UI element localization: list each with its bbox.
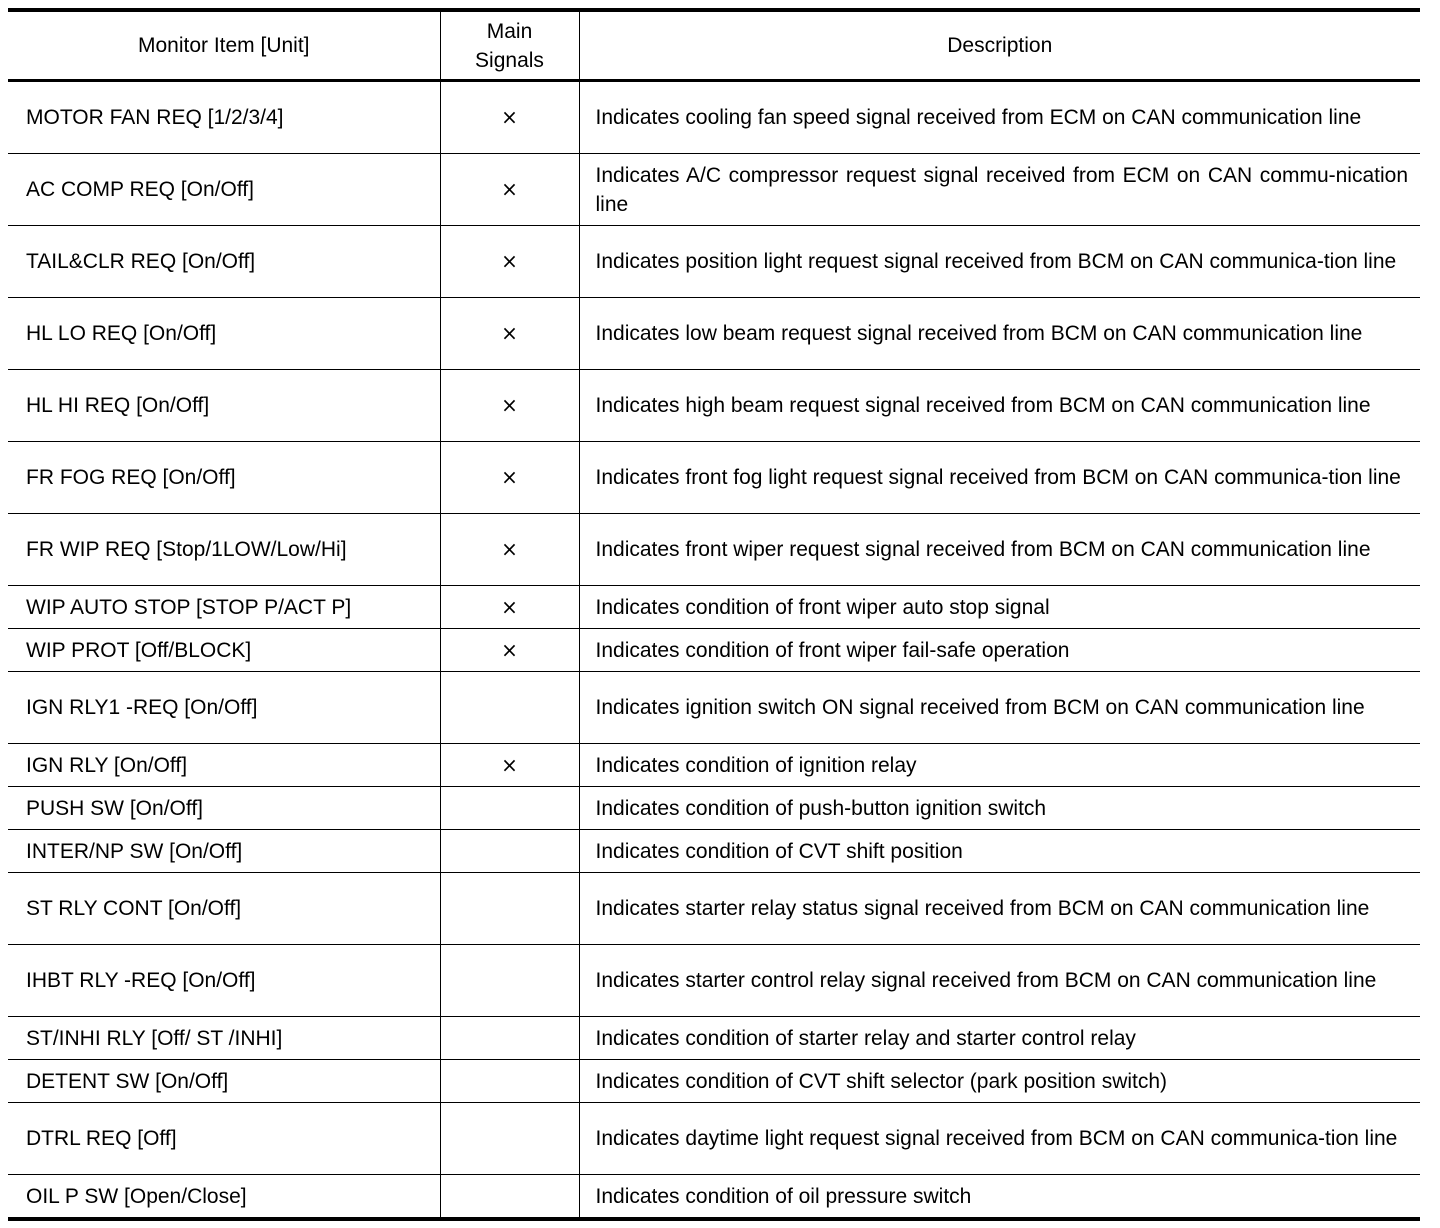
main-signal-mark: ×	[440, 81, 579, 154]
header-main-signals-line1: Main	[486, 19, 533, 43]
table-row	[8, 81, 1420, 154]
description-cell: Indicates condition of CVT shift position	[579, 830, 1420, 873]
monitor-item-cell: IGN RLY1 -REQ [On/Off]	[8, 672, 440, 744]
table-row	[8, 744, 1420, 787]
table-row	[8, 873, 1420, 945]
monitor-item-cell: IHBT RLY -REQ [On/Off]	[8, 945, 440, 1017]
table-row	[8, 514, 1420, 586]
description-cell: Indicates daytime light request signal received from BCM on CAN communica-tion line	[579, 1103, 1420, 1175]
table-row	[8, 1103, 1420, 1175]
main-signal-mark: ×	[440, 298, 579, 370]
main-signal-mark	[440, 1017, 579, 1060]
table-row	[8, 672, 1420, 744]
monitor-item-cell: DETENT SW [On/Off]	[8, 1060, 440, 1103]
monitor-item-cell: TAIL&CLR REQ [On/Off]	[8, 226, 440, 298]
description-cell: Indicates condition of oil pressure switch	[579, 1175, 1420, 1220]
header-main-signals-line2: Signals	[475, 48, 544, 72]
description-cell: Indicates condition of CVT shift selector (park position switch)	[579, 1060, 1420, 1103]
description-cell: Indicates front wiper request signal received from BCM on CAN communication line	[579, 514, 1420, 586]
monitor-item-table	[8, 8, 1420, 1221]
monitor-item-cell: WIP PROT [Off/BLOCK]	[8, 629, 440, 672]
main-signal-mark: ×	[440, 514, 579, 586]
main-signal-mark	[440, 945, 579, 1017]
description-cell: Indicates condition of ignition relay	[579, 744, 1420, 787]
main-signal-mark	[440, 830, 579, 873]
header-monitor-item: Monitor Item [Unit]	[8, 10, 440, 81]
monitor-item-cell: AC COMP REQ [On/Off]	[8, 154, 440, 226]
description-cell: Indicates A/C compressor request signal received from ECM on CAN commu-nication line	[579, 154, 1420, 226]
main-signal-mark: ×	[440, 629, 579, 672]
table-row	[8, 830, 1420, 873]
table-row	[8, 945, 1420, 1017]
monitor-item-cell: FR WIP REQ [Stop/1LOW/Low/Hi]	[8, 514, 440, 586]
description-cell: Indicates low beam request signal received from BCM on CAN communication line	[579, 298, 1420, 370]
main-signal-mark	[440, 672, 579, 744]
table-row	[8, 298, 1420, 370]
main-signal-mark: ×	[440, 442, 579, 514]
monitor-item-cell: ST RLY CONT [On/Off]	[8, 873, 440, 945]
description-cell: Indicates condition of front wiper auto stop signal	[579, 586, 1420, 629]
main-signal-mark	[440, 873, 579, 945]
main-signal-mark	[440, 1060, 579, 1103]
monitor-item-cell: WIP AUTO STOP [STOP P/ACT P]	[8, 586, 440, 629]
description-cell: Indicates condition of starter relay and starter control relay	[579, 1017, 1420, 1060]
main-signal-mark	[440, 1175, 579, 1220]
header-main-signals	[440, 10, 579, 81]
main-signal-mark	[440, 1103, 579, 1175]
description-cell: Indicates high beam request signal received from BCM on CAN communication line	[579, 370, 1420, 442]
main-signal-mark: ×	[440, 744, 579, 787]
description-cell: Indicates starter relay status signal received from BCM on CAN communication line	[579, 873, 1420, 945]
table-header-row	[8, 10, 1420, 81]
description-cell: Indicates ignition switch ON signal received from BCM on CAN communication line	[579, 672, 1420, 744]
description-cell: Indicates condition of front wiper fail-safe operation	[579, 629, 1420, 672]
monitor-item-cell: MOTOR FAN REQ [1/2/3/4]	[8, 81, 440, 154]
main-signal-mark: ×	[440, 370, 579, 442]
monitor-item-cell: DTRL REQ [Off]	[8, 1103, 440, 1175]
monitor-item-cell: INTER/NP SW [On/Off]	[8, 830, 440, 873]
monitor-item-cell: ST/INHI RLY [Off/ ST /INHI]	[8, 1017, 440, 1060]
monitor-item-cell: PUSH SW [On/Off]	[8, 787, 440, 830]
table-row	[8, 442, 1420, 514]
table-row	[8, 1060, 1420, 1103]
description-cell: Indicates front fog light request signal received from BCM on CAN communica-tion line	[579, 442, 1420, 514]
table-row	[8, 1175, 1420, 1220]
main-signal-mark: ×	[440, 586, 579, 629]
table-row	[8, 787, 1420, 830]
main-signal-mark: ×	[440, 226, 579, 298]
monitor-item-cell: FR FOG REQ [On/Off]	[8, 442, 440, 514]
main-signal-mark	[440, 787, 579, 830]
header-description: Description	[579, 10, 1420, 81]
table-row	[8, 1017, 1420, 1060]
description-cell: Indicates starter control relay signal received from BCM on CAN communication line	[579, 945, 1420, 1017]
description-cell: Indicates position light request signal received from BCM on CAN communica-tion line	[579, 226, 1420, 298]
monitor-item-cell: OIL P SW [Open/Close]	[8, 1175, 440, 1220]
table-row	[8, 370, 1420, 442]
table-row	[8, 226, 1420, 298]
monitor-item-cell: HL LO REQ [On/Off]	[8, 298, 440, 370]
monitor-item-cell: HL HI REQ [On/Off]	[8, 370, 440, 442]
description-cell: Indicates condition of push-button ignition switch	[579, 787, 1420, 830]
monitor-item-cell: IGN RLY [On/Off]	[8, 744, 440, 787]
table-row	[8, 586, 1420, 629]
table-row	[8, 629, 1420, 672]
description-cell: Indicates cooling fan speed signal received from ECM on CAN communication line	[579, 81, 1420, 154]
main-signal-mark: ×	[440, 154, 579, 226]
table-row	[8, 154, 1420, 226]
